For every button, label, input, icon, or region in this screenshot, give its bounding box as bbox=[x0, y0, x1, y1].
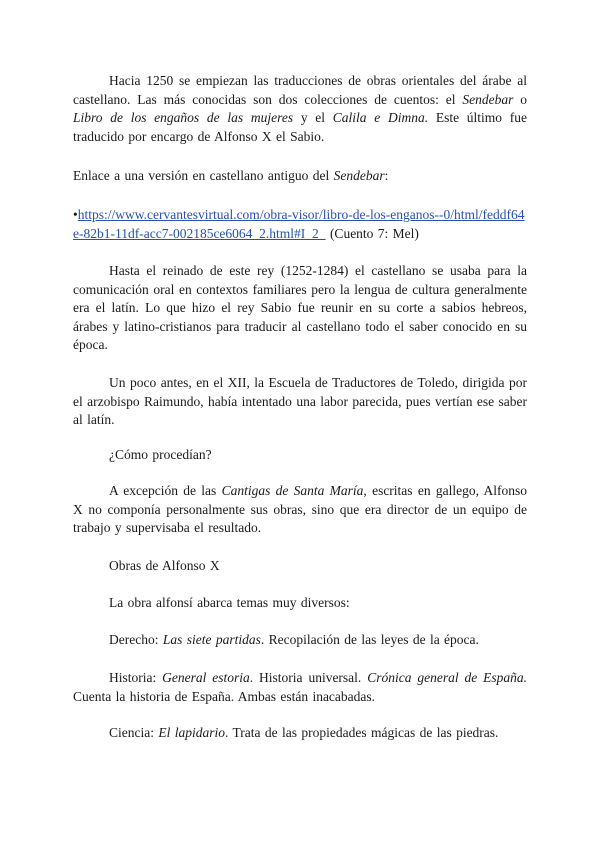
text: Ciencia: bbox=[109, 725, 159, 740]
text: o bbox=[513, 91, 528, 107]
text: : bbox=[384, 168, 389, 183]
paragraph-historia bbox=[73, 669, 527, 706]
title-siete-partidas: Las siete partidas bbox=[162, 632, 261, 647]
paragraph-cantigas bbox=[73, 482, 527, 538]
title-lapidario: El lapidario bbox=[158, 725, 225, 740]
text: . Historia universal. bbox=[249, 670, 368, 685]
paragraph-obras-heading: Obras de Alfonso X bbox=[109, 558, 220, 573]
paragraph-escuela-toledo: Un poco antes, en el XII, la Escuela de Traductores de Toledo, dirigida por el arzobispo Raimundo, había intentado una labor parecida, pues vertían ese saber al latín. bbox=[73, 375, 527, 427]
text: . Trata de las propiedades mágicas de las piedras. bbox=[225, 725, 499, 740]
paragraph-reinado: Hasta el reinado de este rey (1252-1284) el castellano se usaba para la comunicación oral en contextos familiares pero la lengua de cultura generalmente era el latín. Lo que hizo el rey Sabio fue reunir en su corte a sabios hebreos, árabes y latino-cristianos para traducir al castellano todo el saber conocido en su época. bbox=[73, 263, 527, 352]
paragraph-ciencia bbox=[73, 724, 527, 743]
text: Hacia 1250 se empiezan las traducciones de obras orientales del árabe al castellano. Las más conocidas son dos colecciones de cuentos: el bbox=[73, 73, 527, 107]
title-cronica-general: Crónica general de España. bbox=[367, 670, 527, 685]
text: y el bbox=[293, 110, 333, 125]
title-libro-enganos: Libro de los engaños de las mujeres bbox=[73, 110, 294, 125]
title-sendebar: Sendebar bbox=[333, 168, 385, 183]
text: Enlace a una versión en castellano antiguo del bbox=[73, 168, 334, 183]
paragraph-obra-diversa: La obra alfonsí abarca temas muy diversos: bbox=[109, 595, 350, 610]
text: . Recopilación de las leyes de la época. bbox=[260, 632, 479, 647]
title-sendebar: Sendebar bbox=[462, 91, 514, 107]
text: A excepción de las bbox=[109, 483, 222, 498]
text: Derecho: bbox=[109, 632, 163, 647]
paragraph-derecho bbox=[73, 631, 527, 650]
cervantes-link[interactable]: https://www.cervantesvirtual.com/obra-visor/libro-de-los-enganos--0/html/feddf64e-82b1-11df-acc7-002185ce6064_2.html#I_2_ bbox=[73, 207, 525, 241]
paragraph-link bbox=[73, 206, 527, 243]
title-general-estoria: General estoria bbox=[162, 670, 250, 685]
title-cantigas: Cantigas de Santa María bbox=[221, 483, 364, 498]
paragraph-intro bbox=[73, 72, 527, 146]
paragraph-link-intro bbox=[73, 167, 527, 186]
text: Historia: bbox=[109, 670, 163, 685]
text: Cuenta la historia de España. Ambas están inacabadas. bbox=[73, 688, 376, 704]
text: , escritas en gallego, Alfonso X no componía personalmente sus obras, sino que era director de un equipo de trabajo y supervisaba el resultado. bbox=[73, 483, 527, 535]
paragraph-question: ¿Cómo procedían? bbox=[109, 447, 212, 462]
link-note: (Cuento 7: Mel) bbox=[325, 225, 419, 241]
bullet: • bbox=[73, 207, 78, 222]
title-calila: Calila e Dimna. bbox=[332, 110, 429, 125]
text: Este último fue traducido por encargo de Alfonso X el Sabio. bbox=[73, 110, 528, 144]
